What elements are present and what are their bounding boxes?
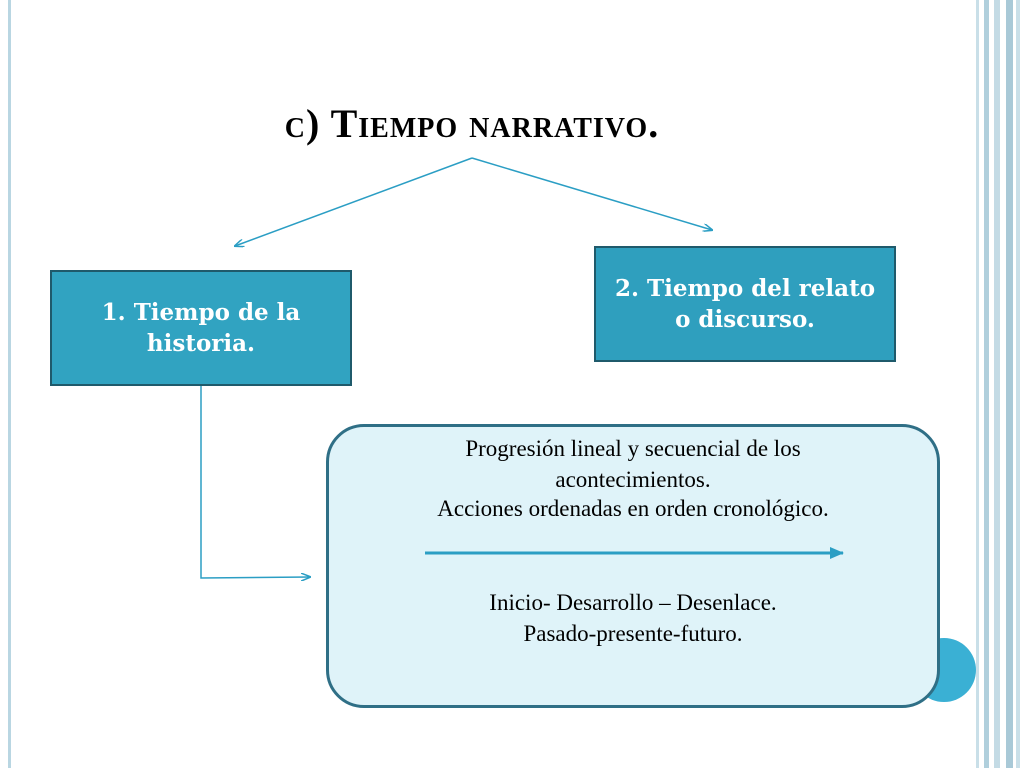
timeline-arrow bbox=[329, 427, 943, 711]
detail-line-pasado: Pasado-presente-futuro. bbox=[523, 621, 743, 646]
box-tiempo-historia bbox=[50, 270, 352, 386]
arrow-to-historia bbox=[235, 158, 472, 246]
detail-box bbox=[326, 424, 940, 708]
detail-line-inicio: Inicio- Desarrollo – Desenlace. bbox=[489, 590, 777, 615]
box-tiempo-relato-label: 2. Tiempo del relato o discurso. bbox=[614, 275, 876, 333]
detail-line-acciones: Acciones ordenadas en orden cronológico. bbox=[437, 496, 829, 521]
slide-title: c) Tiempo narrativo. bbox=[284, 101, 660, 146]
arrow-to-relato bbox=[472, 158, 712, 230]
arrow-historia-to-detail bbox=[201, 386, 310, 578]
box-tiempo-relato bbox=[594, 246, 896, 362]
detail-line-progresion: Progresión lineal y secuencial de los acontecimientos. bbox=[465, 436, 801, 492]
box-tiempo-historia-label: 1. Tiempo de la historia. bbox=[101, 299, 301, 357]
